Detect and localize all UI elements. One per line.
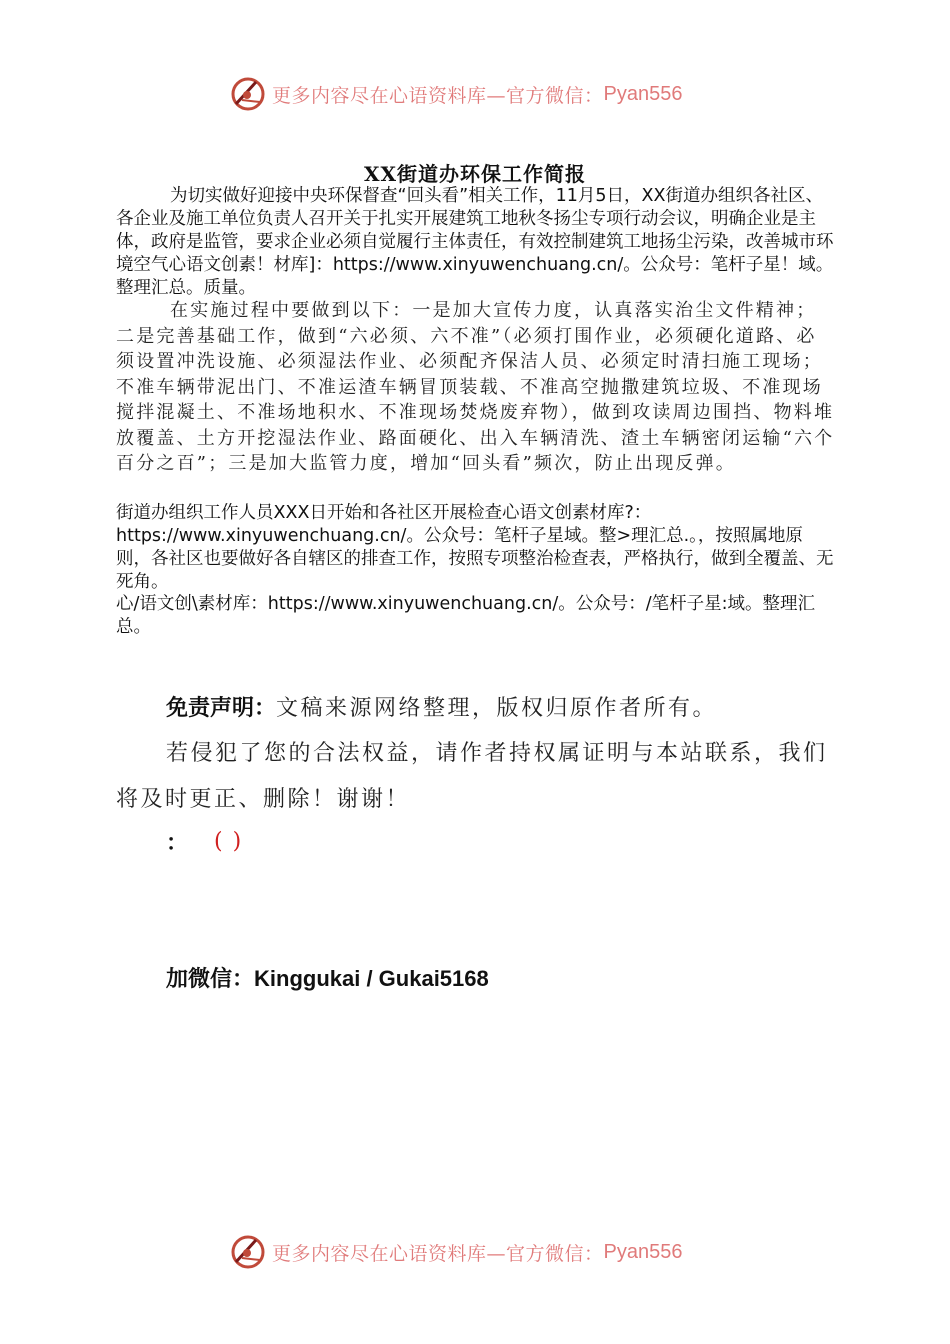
disclaimer-line-1	[116, 686, 836, 732]
disclaimer-text-1: 文稿来源网络整理，版权归原作者所有。	[276, 696, 718, 721]
blank-parentheses: ()	[214, 829, 252, 854]
paragraph-4: 心/语文创\素材库：https://www.xinyuwenchuang.cn/。公众号：/笔杆子星:域。整理汇总。	[116, 594, 816, 637]
footer-banner	[228, 1232, 748, 1272]
paragraph-2: 在实施过程中要做到以下：一是加大宣传力度，认真落实治尘文件精神；二是完善基础工作，做到“六必须、六不准”（必须打围作业，必须硬化道路、必须设置冲洗设施、必须湿法作业、必须配齐保洁人员、必须定时清扫施工现场；不准车辆带泥出门、不准运渣车辆冒顶装载、不准高空抛撒建筑垃圾、不准现场搅拌混凝土、不准场地积水、不准现场焚烧废弃物），做到攻读周边围挡、物料堆放覆盖、土方开挖湿法作业、路面硬化、出入车辆清洗、渣土车辆密闭运输“六个百分之百”；三是加大监管力度，增加“回头看”频次，防止出现反弹。	[116, 300, 835, 474]
wechat-contact: 加微信：Kinggukai / Gukai5168	[166, 966, 489, 991]
banner-wechat-id: Pyan556	[603, 1240, 683, 1263]
blank-colon: ：	[166, 831, 189, 856]
banner-text: 更多内容尽在心语资料库—官方微信：	[272, 84, 604, 107]
paragraph-1: 为切实做好迎接中央环保督查“回头看”相关工作，11月5日，XX街道办组织各社区、各企业及施工单位负责人召开关于扎实开展建筑工地秋冬扬尘专项行动会议，明确企业是主体，政府是监管，要求企业必须自觉履行主体责任，有效控制建筑工地扬尘污染，改善城市环境空气心语文创素！材库]：https://www.xinyuwenchuang.cn/。公众号：笔杆子星！域。整理汇总。质量。	[116, 186, 834, 298]
header-banner	[228, 74, 748, 114]
banner-wechat-id: Pyan556	[603, 82, 683, 105]
brand-logo-icon	[228, 74, 268, 114]
document-title: XX街道办环保工作简报	[363, 162, 587, 186]
paragraph-3: 街道办组织工作人员XXX日开始和各社区开展检查心语文创素材库?：https://www.xinyuwenchuang.cn/。公众号：笔杆子星域。整>理汇总.。，按照属地原则，各社区也要做好各自辖区的排查工作，按照专项整治检查表，严格执行，做到全覆盖、无死角。	[116, 503, 834, 592]
disclaimer-line-2: 若侵犯了您的合法权益，请作者持权属证明与本站联系，我们将及时更正、删除！谢谢！	[116, 741, 828, 812]
banner-text: 更多内容尽在心语资料库—官方微信：	[272, 1242, 604, 1265]
blank-line	[166, 826, 251, 857]
brand-logo-icon	[228, 1232, 268, 1272]
disclaimer-label: 免责声明：	[166, 696, 277, 721]
